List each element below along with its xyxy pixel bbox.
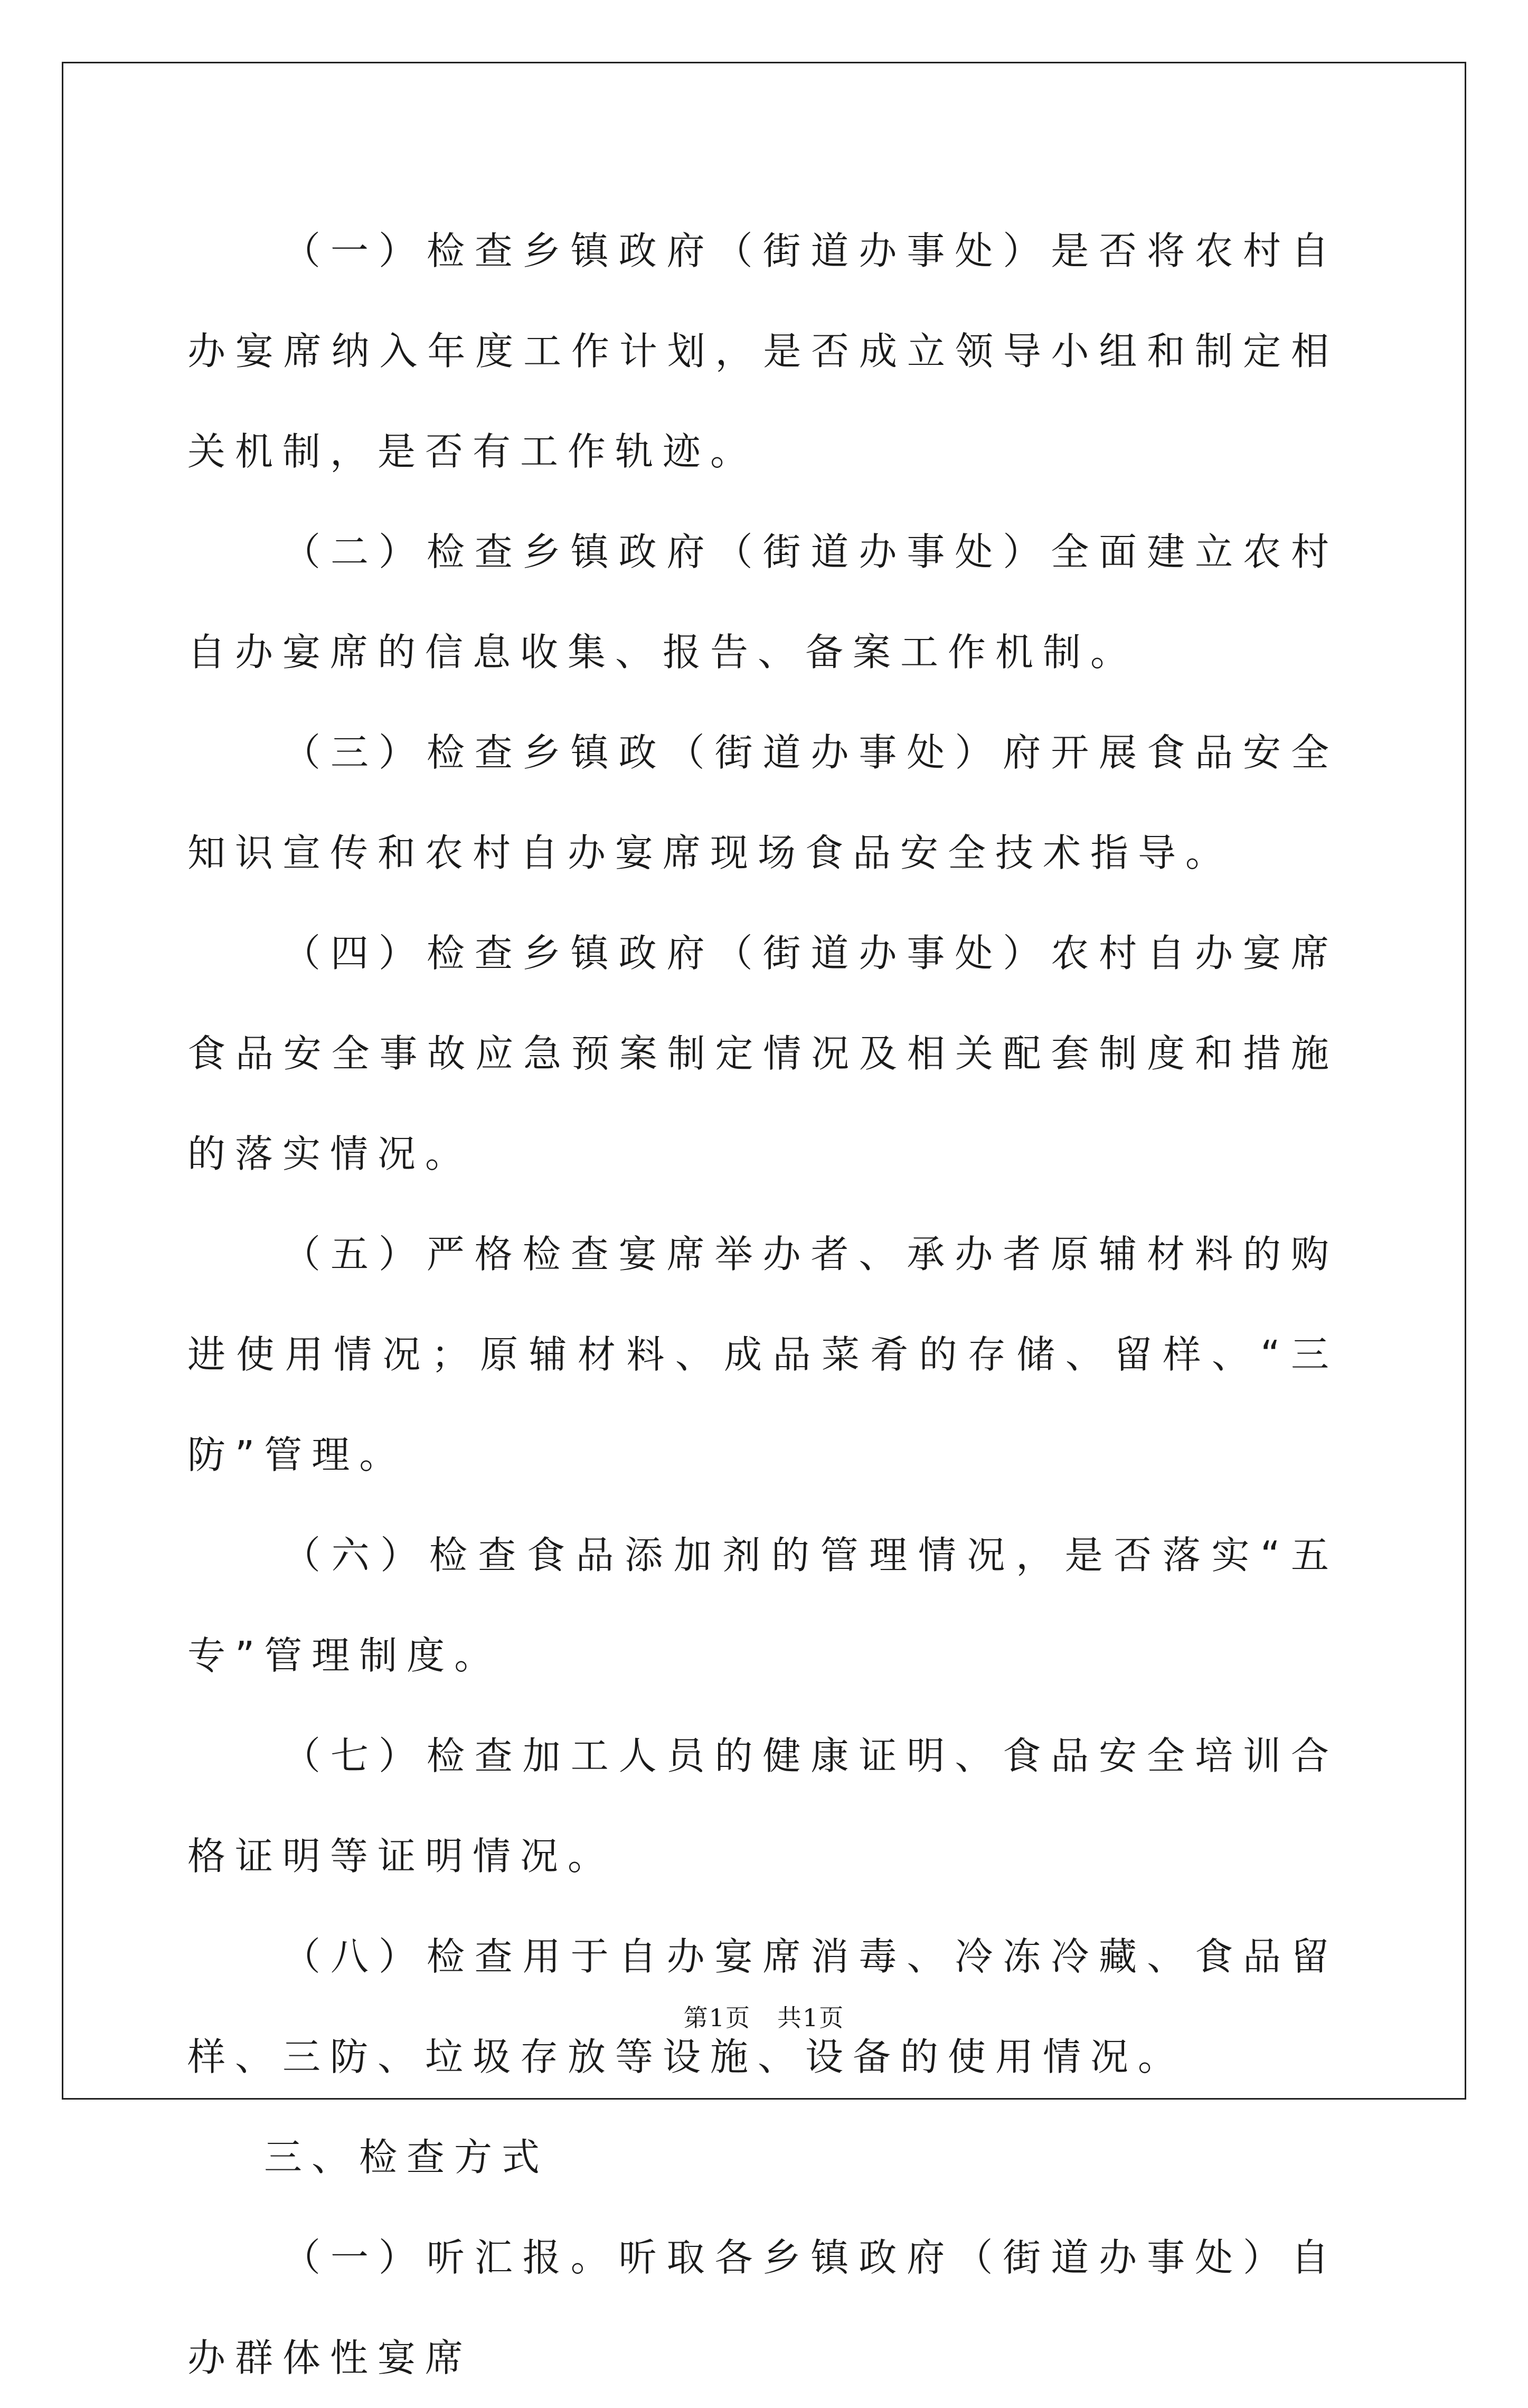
section-heading-inspection-method: 三、检查方式 [264,2135,550,2179]
paragraph-item-4: （四）检查乡镇政府（街道办事处）农村自办宴席食品安全事故应急预案制定情况及相关配套制度和措施的落实情况。 [187,931,1338,1176]
page-footer [0,1999,1528,2034]
paragraph-item-5: （五）严格检查宴席举办者、承办者原辅材料的购进使用情况；原辅材料、成品菜肴的存储、留样、“三防”管理。 [187,1232,1338,1477]
page-number-total: 共1页 [777,2003,845,2032]
paragraph-item-2: （二）检查乡镇政府（街道办事处）全面建立农村自办宴席的信息收集、报告、备案工作机制。 [187,530,1338,674]
page-number-current: 第1页 [683,2003,751,2032]
document-body [187,201,1338,2408]
paragraph-item-3: （三）检查乡镇政（街道办事处）府开展食品安全知识宣传和农村自办宴席现场食品安全技术指导。 [187,730,1338,875]
paragraph-item-9: （一）听汇报。听取各乡镇政府（街道办事处）自办群体性宴席 [187,2235,1338,2380]
paragraph-item-6: （六）检查食品添加剂的管理情况，是否落实“五专”管理制度。 [187,1533,1338,1678]
paragraph-item-1: （一）检查乡镇政府（街道办事处）是否将农村自办宴席纳入年度工作计划，是否成立领导小组和制定相关机制，是否有工作轨迹。 [187,229,1338,474]
paragraph-item-7: （七）检查加工人员的健康证明、食品安全培训合格证明等证明情况。 [187,1734,1338,1878]
paragraph-item-8: （八）检查用于自办宴席消毒、冷冻冷藏、食品留样、三防、垃圾存放等设施、设备的使用情况。 [187,1934,1338,2079]
